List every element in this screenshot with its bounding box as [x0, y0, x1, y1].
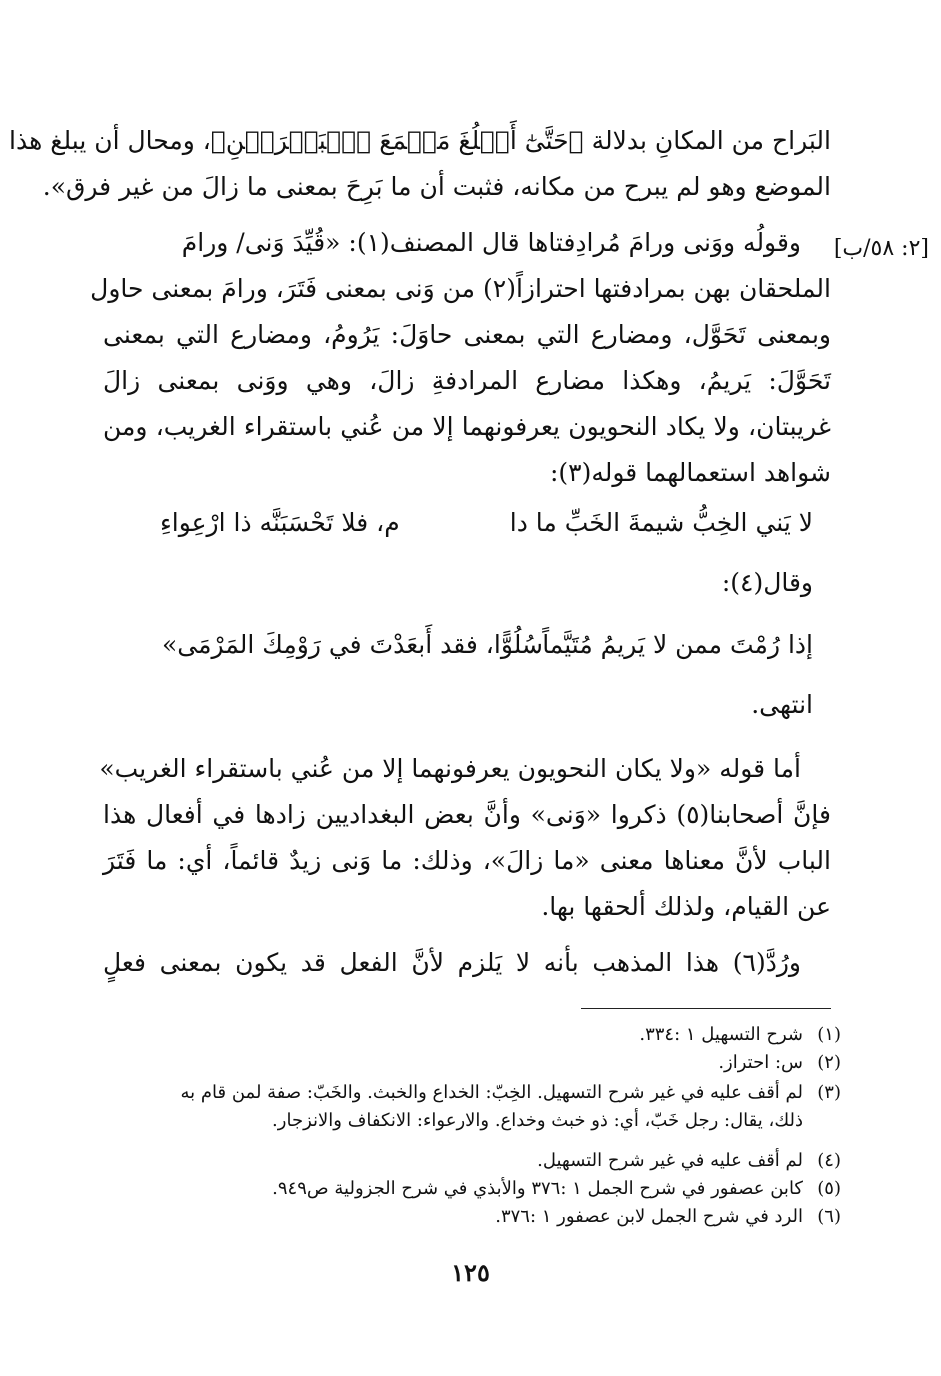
body-line: الملحقان بهن بمرادفتها احترازاً(٢) من وَنى بمعنى فَتَرَ، ورامَ بمعنى حاول — [90, 274, 831, 303]
footnote — [103, 1204, 841, 1230]
footnote-text: لم أقف عليه في غير شرح التسهيل. — [537, 1150, 803, 1171]
footnote-separator — [581, 1008, 831, 1009]
footnote-number: (٢) — [817, 1052, 841, 1073]
body-line: عن القيام، ولذلك ألحقها بها. — [541, 892, 831, 921]
body-line: الموضع وهو لم يبرح من مكانه، فثبت أن ما بَرِحَ بمعنى ما زالَ من غير فرق». — [42, 172, 831, 201]
footnote — [103, 1050, 841, 1076]
footnote-text: لم أقف عليه في غير شرح التسهيل. الخِبّ: الخداع والخبث. والخَبّ: صفة لمن قام به — [180, 1082, 803, 1103]
body-line: وقولُه ووَنى ورامَ مُرادِفتاها قال المصنف(١): «قُيِّدَ وَنى/ ورامَ — [181, 228, 801, 257]
verse-2-intro: وقال(٤): — [721, 568, 813, 597]
body-line: غريبتان، ولا يكاد النحويون يعرفونهما إلا من عُني باستقراء الغريب، ومن — [103, 412, 831, 441]
verse-1-first-hemistich: لا يَني الخِبُّ شيمةَ الخَبِّ ما دا — [509, 508, 813, 537]
body-line: البَراح من المكانِ بدلالة ﴿حَتَّىٰٓ أَبۡلُغَ مَجۡمَعَ ٱلۡبَحۡرَيۡنِ﴾، ومحال أن يبلغ هذا — [9, 126, 831, 155]
body-line: وبمعنى تَحَوَّل، ومضارع التي بمعنى حاوَلَ: يَرُومُ، ومضارع التي بمعنى — [103, 320, 831, 349]
footnote-text: س: احتراز. — [718, 1052, 803, 1073]
body-line: الباب لأنَّ معناها معنى «ما زالَ»، وذلك: ما وَنى زيدٌ قائماً، أي: ما فَتَرَ — [103, 846, 831, 875]
footnote-number: (٥) — [817, 1178, 841, 1199]
body-line: ورُدَّ(٦) هذا المذهب بأنه لا يَلزم لأنَّ الفعل قد يكون بمعنى فعلٍ — [103, 948, 801, 977]
footnote-text: ذلك، يقال: رجل خَبّ، أي: ذو خبث وخداع. والارعواء: الانكفاف والانزجار. — [272, 1110, 803, 1131]
body-line: أما قوله «ولا يكان النحويون يعرفونهما إلا من عُني باستقراء الغريب» — [99, 754, 801, 783]
body-line: تَحَوَّلَ: يَريمُ، وهكذا مضارع المرادفةِ زالَ، وهي ووَنى بمعنى زالَ — [103, 366, 831, 395]
body-line: فإنَّ أصحابنا(٥) ذكروا «وَنى» وأنَّ بعض البغداديين زادها في أفعال هذا — [103, 800, 831, 829]
footnote — [103, 1080, 841, 1106]
page-number: ١٢٥ — [451, 1258, 490, 1287]
footnote — [103, 1176, 841, 1202]
body-line: شواهد استعمالهما قوله(٣): — [549, 458, 831, 487]
footnote — [103, 1022, 841, 1048]
footnote-number: (٤) — [817, 1150, 841, 1171]
footnote-text: كابن عصفور في شرح الجمل ١ :٣٧٦ والأبذي في شرح الجزولية ص٩٤٩. — [272, 1178, 803, 1199]
margin-note: [٢: ٥٨/ب] — [833, 236, 929, 261]
footnote-text: الرد في شرح الجمل لابن عصفور ١ :٣٧٦. — [495, 1206, 803, 1227]
verse-2-second-hemistich: سُلُوًّا، فقد أَبعَدْتَ في رَوْمِكَ المَرْمَى» — [162, 630, 543, 659]
footnote — [103, 1108, 841, 1134]
footnote-number: (٣) — [817, 1082, 841, 1103]
footnote-number: (٦) — [817, 1206, 841, 1227]
quote-end: انتهى. — [751, 690, 813, 719]
verse-2-first-hemistich: إذا رُمْتَ ممن لا يَريمُ مُتَيَّماً — [542, 630, 813, 659]
footnote — [103, 1148, 841, 1174]
verse-1-second-hemistich: م، فلا تَحْسَبَنَّه ذا ارْعِواءِ — [160, 508, 400, 537]
footnote-number: (١) — [817, 1024, 841, 1045]
footnote-text: شرح التسهيل ١ :٣٣٤. — [639, 1024, 803, 1045]
